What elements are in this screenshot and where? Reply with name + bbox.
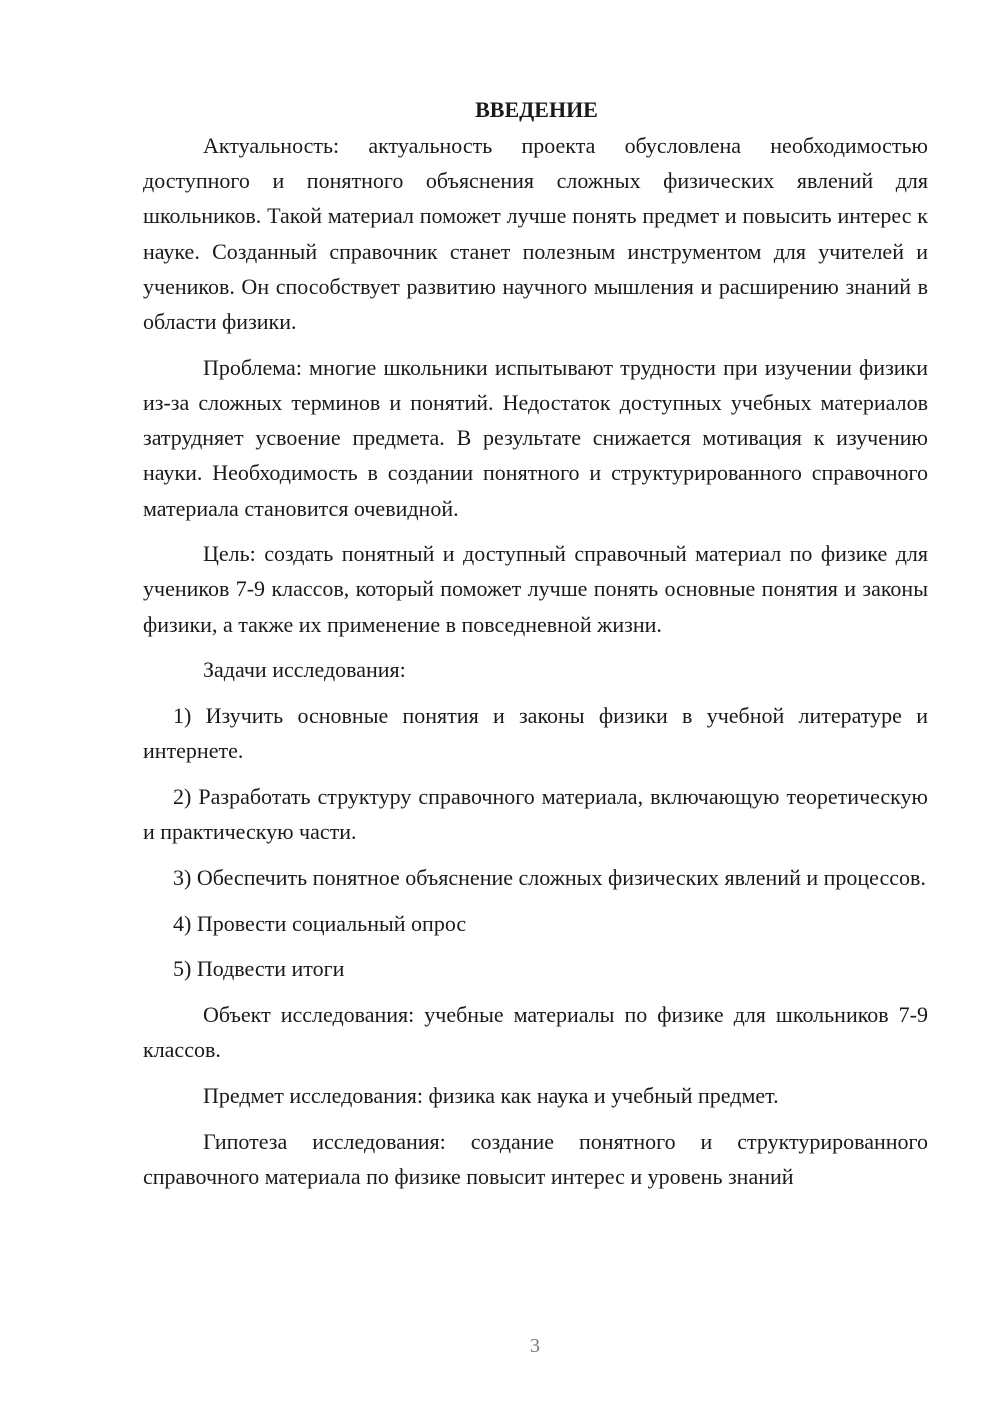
subject-paragraph: Предмет исследования: физика как наука и учебный предмет. — [203, 1082, 779, 1108]
goal-paragraph: Цель: создать понятный и доступный справочный материал по физике для учеников 7-9 классов, который поможет лучше понять основные понятия и законы физики, а также их применение в повседневной жизни. — [143, 541, 928, 637]
tasks-heading: Задачи исследования: — [203, 657, 406, 683]
document-page — [143, 92, 928, 1204]
task-item-5: 5) Подвести итоги — [173, 956, 345, 982]
problem-paragraph: Проблема: многие школьники испытывают трудности при изучении физики из-за сложных терминов и понятий. Недостаток доступных учебных материалов затрудняет усвоение предмета. В результате снижается мотивация к изучению науки. Необходимость в создании понятного и структурированного справочного материала становится очевидной. — [143, 354, 928, 521]
hypothesis-paragraph: Гипотеза исследования: создание понятного и структурированного справочного материала по физике повысит интерес и уровень знаний — [143, 1128, 928, 1189]
page-number: 3 — [530, 1335, 540, 1357]
relevance-paragraph: Актуальность: актуальность проекта обусловлена необходимостью доступного и понятного объяснения сложных физических явлений для школьников. Такой материал поможет лучше понять предмет и повысить интерес к науке. Созданный справочник станет полезным инструментом для учителей и учеников. Он способствует развитию научного мышления и расширению знаний в области физики. — [143, 133, 928, 335]
task-item-2: 2) Разработать структуру справочного материала, включающую теоретическую и практическую части. — [143, 783, 928, 845]
task-item-4: 4) Провести социальный опрос — [173, 910, 467, 936]
task-item-1: 1) Изучить основные понятия и законы физики в учебной литературе и интернете. — [143, 703, 928, 764]
document-title: ВВЕДЕНИЕ — [475, 97, 598, 122]
task-item-3: 3) Обеспечить понятное объяснение сложных физических явлений и процессов. — [173, 864, 926, 890]
object-paragraph: Объект исследования: учебные материалы по физике для школьников 7-9 классов. — [143, 1001, 928, 1063]
